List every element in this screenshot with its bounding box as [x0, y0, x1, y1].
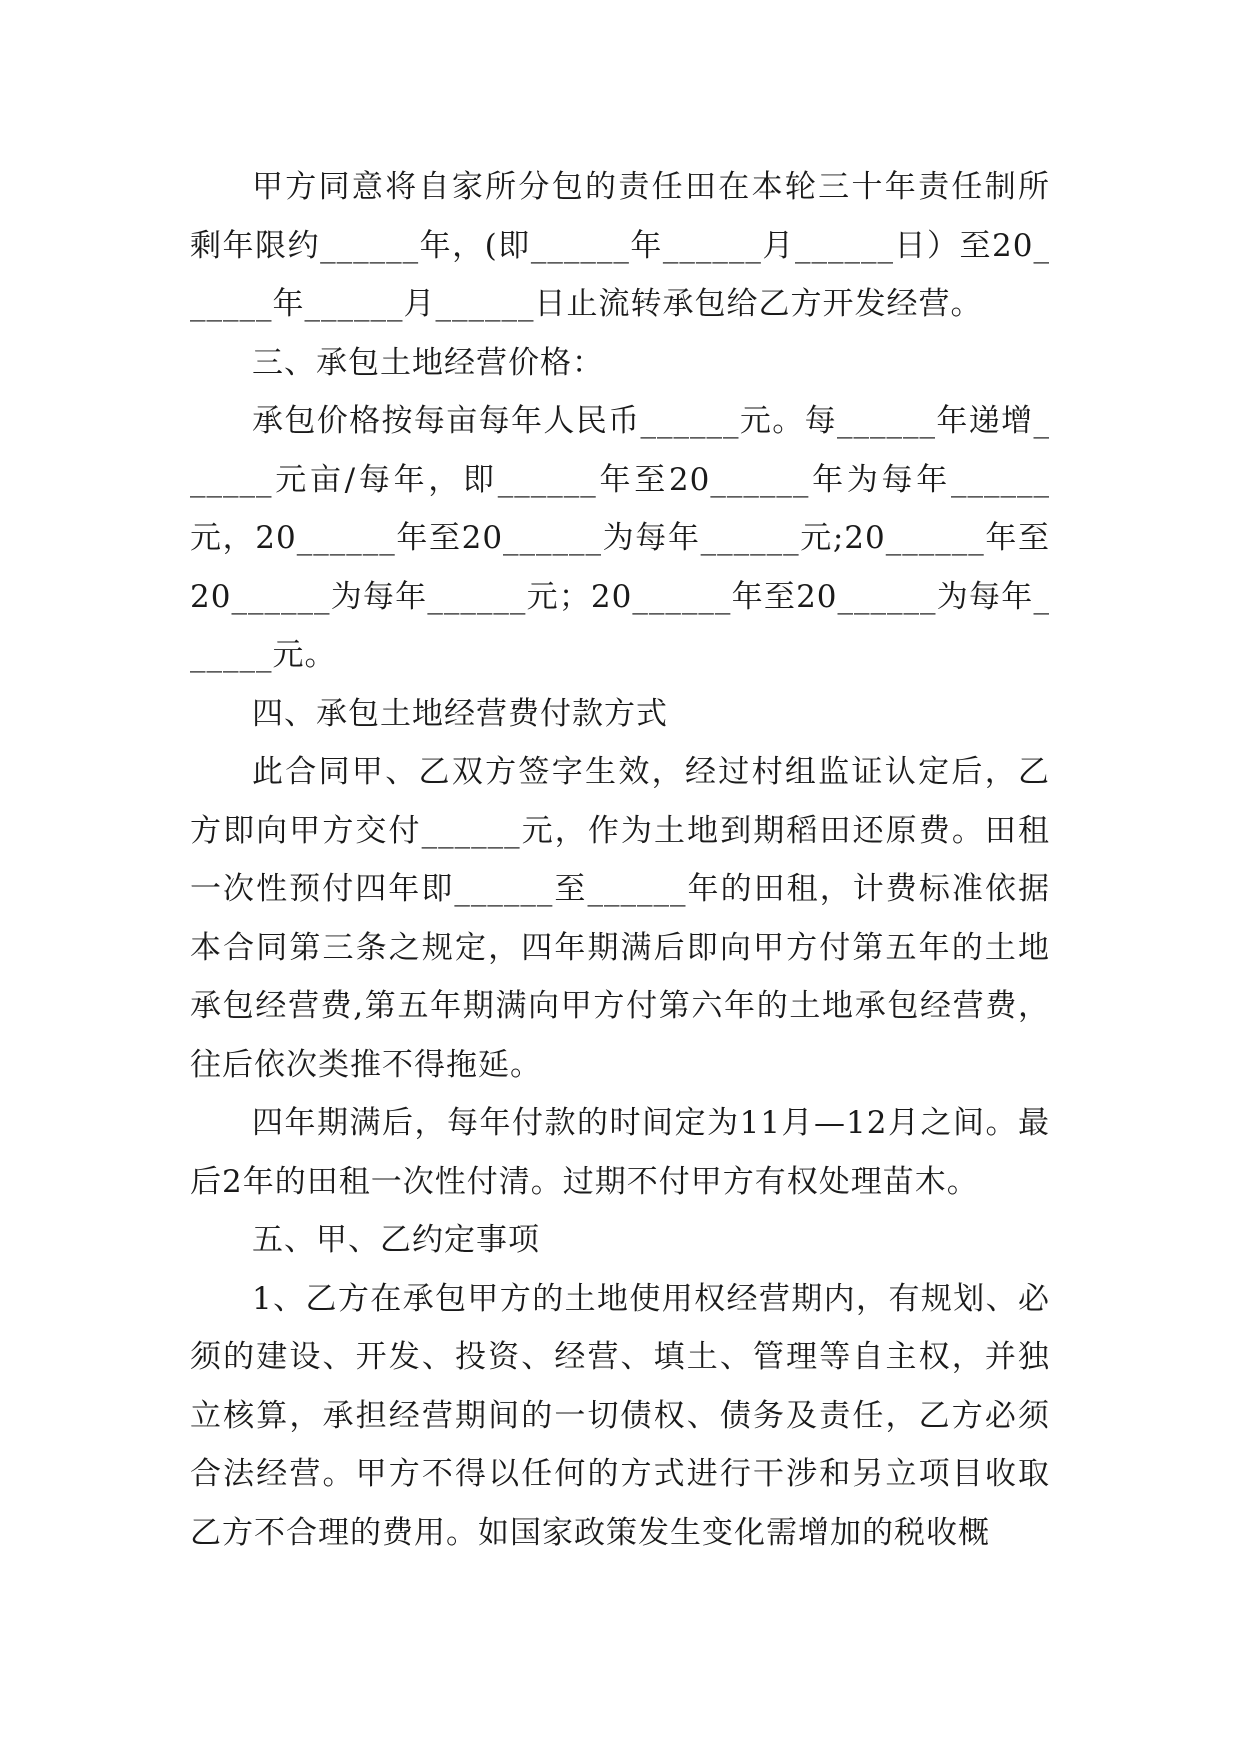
section-heading-agreements: 五、甲、乙约定事项	[252, 1222, 540, 1258]
paragraph-price-schedule: 承包价格按每亩每年人民币______元。每______年递增______元亩/每年，即______年至20______年为每年______元，20______年至20______为每年______元;20______年至20______为每年______元；20______年至20______为每年______元。	[190, 403, 1050, 673]
paragraph-agreement-item-1: 1、乙方在承包甲方的土地使用权经营期内，有规划、必须的建设、开发、投资、经营、填土、管理等自主权，并独立核算，承担经营期间的一切债权、债务及责任，乙方必须合法经营。甲方不得以任何的方式进行干涉和另立项目收取乙方不合理的费用。如国家政策发生变化需增加的税收概	[190, 1280, 1050, 1551]
section-heading-payment: 四、承包土地经营费付款方式	[252, 695, 668, 732]
paragraph-payment-method: 此合同甲、乙双方签字生效，经过村组监证认定后，乙方即向甲方交付______元，作为土地到期稻田还原费。田租一次性预付四年即______至______年的田租，计费标准依据本合同第三条之规定，四年期满后即向甲方付第五年的土地承包经营费,第五年期满向甲方付第六年的土地承包经营费，往后依次类推不得拖延。	[190, 754, 1050, 1083]
paragraph-payment-timing: 四年期满后，每年付款的时间定为11月—12月之间。最后2年的田租一次性付清。过期不付甲方有权处理苗木。	[190, 1105, 1050, 1200]
section-heading-price: 三、承包土地经营价格：	[252, 344, 604, 381]
document-body	[190, 158, 1050, 1562]
paragraph-transfer-term: 甲方同意将自家所分包的责任田在本轮三十年责任制所剩年限约______年，(即______年______月______日）至20______年______月______日止流转承包给乙方开发经营。	[190, 169, 1050, 322]
